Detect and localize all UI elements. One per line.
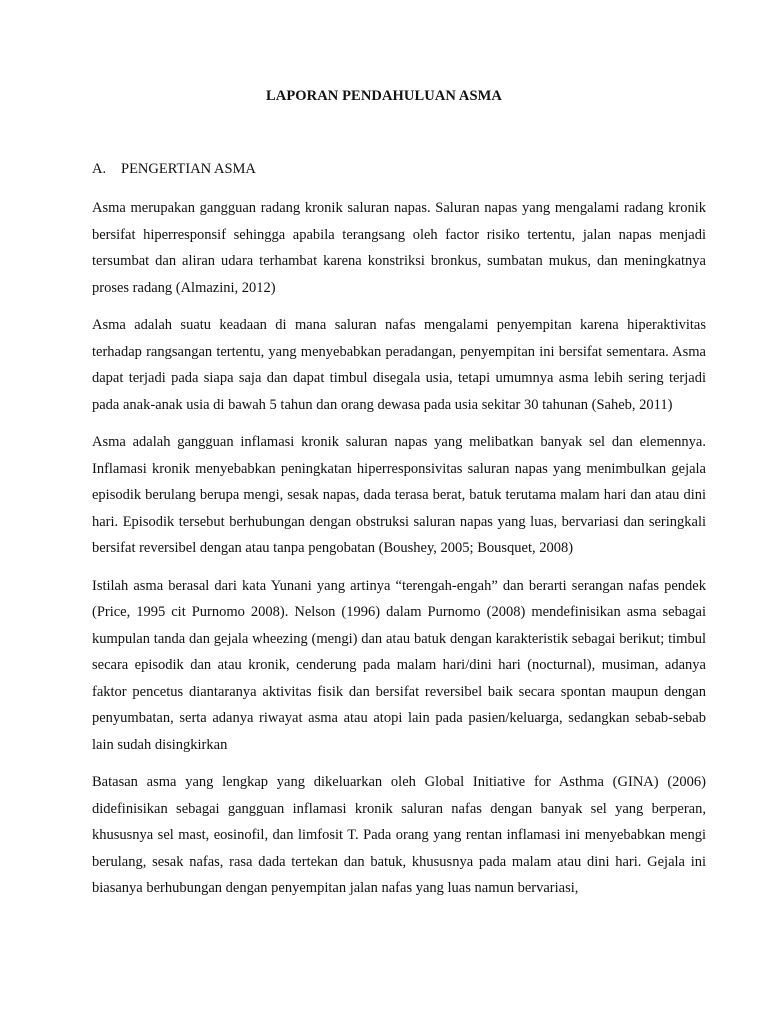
paragraph-5: Batasan asma yang lengkap yang dikeluarkan oleh Global Initiative for Asthma (GINA) (2006) didefinisikan sebagai gangguan inflamasi kronik saluran nafas dengan banyak sel yang berperan, khususnya sel mast, eosinofil, dan limfosit T. Pada orang yang rentan inflamasi ini menyebabkan mengi berulang, sesak nafas, rasa dada tertekan dan batuk, khususnya pada malam atau dini hari. Gejala ini biasanya berhubungan dengan penyempitan jalan nafas yang luas namun bervariasi, — [92, 774, 706, 896]
document-body — [92, 195, 706, 913]
paragraph-3: Asma adalah gangguan inflamasi kronik saluran napas yang melibatkan banyak sel dan elemennya. Inflamasi kronik menyebabkan peningkatan hiperresponsivitas saluran napas yang menimbulkan gejala episodik berulang berupa mengi, sesak napas, dada terasa berat, batuk terutama malam hari dan atau dini hari. Episodik tersebut berhubungan dengan obstruksi saluran napas yang luas, bervariasi dan seringkali bersifat reversibel dengan atau tanpa pengobatan (Boushey, 2005; Bousquet, 2008) — [92, 434, 706, 556]
document-title: LAPORAN PENDAHULUAN ASMA — [265, 88, 502, 104]
section-title: PENGERTIAN ASMA — [121, 161, 256, 177]
paragraph-4: Istilah asma berasal dari kata Yunani yang artinya “terengah-engah” dan berarti serangan nafas pendek (Price, 1995 cit Purnomo 2008). Nelson (1996) dalam Purnomo (2008) mendefinisikan asma sebagai kumpulan tanda dan gejala wheezing (mengi) dan atau batuk dengan karakteristik sebagai berikut; timbul secara episodik dan atau kronik, cenderung pada malam hari/dini hari (nocturnal), musiman, adanya faktor pencetus diantaranya aktivitas fisik dan bersifat reversibel baik secara spontan maupun dengan penyumbatan, serta adanya riwayat asma atau atopi lain pada pasien/keluarga, sedangkan sebab-sebab lain sudah disingkirkan — [92, 577, 706, 753]
paragraph-2: Asma adalah suatu keadaan di mana saluran nafas mengalami penyempitan karena hiperaktivitas terhadap rangsangan tertentu, yang menyebabkan peradangan, penyempitan ini bersifat sementara. Asma dapat terjadi pada siapa saja dan dapat timbul disegala usia, tetapi umumnya asma lebih sering terjadi pada anak-anak usia di bawah 5 tahun dan orang dewasa pada usia sekitar 30 tahunan (Saheb, 2011) — [92, 317, 706, 413]
section-number: A. — [92, 161, 107, 177]
paragraph-1: Asma merupakan gangguan radang kronik saluran napas. Saluran napas yang mengalami radang kronik bersifat hiperresponsif sehingga apabila terangsang oleh factor risiko tertentu, jalan napas menjadi tersumbat dan aliran udara terhambat karena konstriksi bronkus, sumbatan mukus, dan meningkatnya proses radang (Almazini, 2012) — [92, 200, 706, 296]
section-heading — [92, 161, 256, 178]
